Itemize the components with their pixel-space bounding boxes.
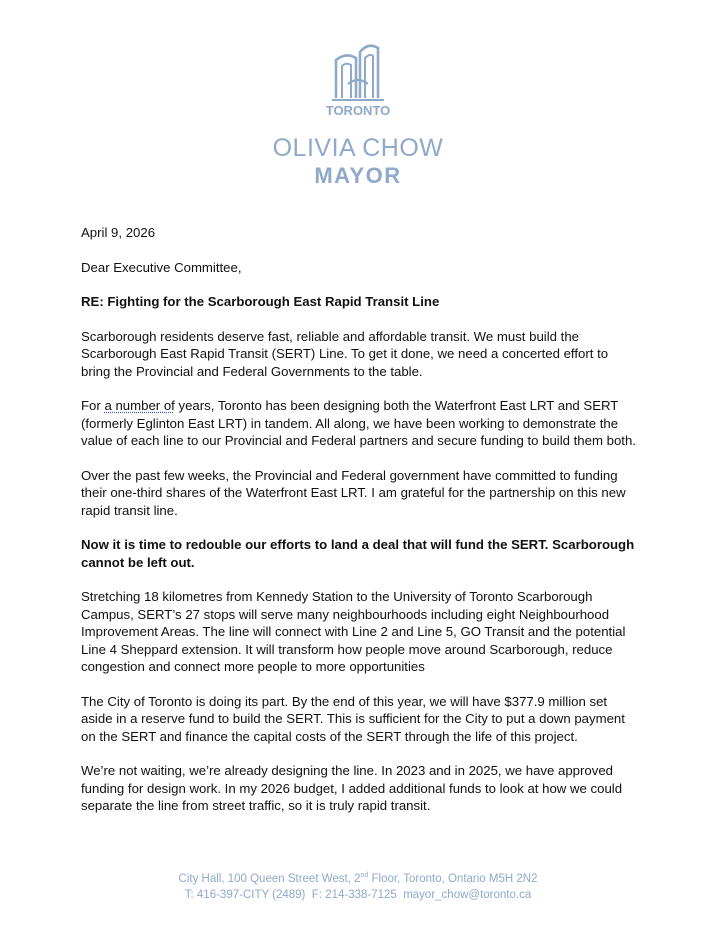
footer-address: City Hall, 100 Queen Street West, 2nd Floor, Toronto, Ontario M5H 2N2	[178, 872, 538, 885]
paragraph-1: Scarborough residents deserve fast, reliable and affordable transit. We must build the Scarborough East Rapid Transit (SERT) Line. To get it done, we need a concerted effort to bring the Provincial and Federal Governments to the table.	[81, 328, 609, 379]
svg-text:TORONTO: TORONTO	[326, 103, 390, 118]
letter-subject: RE: Fighting for the Scarborough East Rapid Transit Line	[81, 294, 440, 309]
paragraph-3: Over the past few weeks, the Provincial and Federal government have committed to funding their one-third shares of the Waterfront East LRT. I am grateful for the partnership on this new rapid transit line.	[81, 467, 626, 518]
footer-email: mayor_chow@toronto.ca	[403, 888, 532, 901]
paragraph-2-rest: years, Toronto has been designing both the Waterfront East LRT and SERT (formerly Eglinton East LRT) in tandem. All along, we have been working to demonstrate the value of each line to our Provincial and Federal partners and secure funding to build them both.	[81, 398, 636, 448]
paragraph-6: The City of Toronto is doing its part. By the end of this year, we will have $377.9 million set aside in a reserve fund to build the SERT. This is sufficient for the City to put a down payment on the SERT and finance the capital costs of the SERT through the life of this project.	[81, 693, 625, 744]
letter-salutation: Dear Executive Committee,	[81, 259, 242, 275]
letter-date: April 9, 2026	[81, 225, 156, 240]
paragraph-2-start: For	[81, 398, 105, 413]
footer-fax: F: 214-338-7125	[311, 888, 397, 901]
footer-phone: T: 416-397-CITY (2489)	[184, 888, 306, 901]
mayor-title: MAYOR	[314, 163, 402, 188]
mayor-name: OLIVIA CHOW	[272, 134, 444, 162]
grammar-flagged-phrase[interactable]: a number of	[104, 398, 175, 413]
letter-footer	[0, 868, 716, 903]
paragraph-5: Stretching 18 kilometres from Kennedy Station to the University of Toronto Scarborough Campus, SERT’s 27 stops will serve many neighbourhoods including eight Neighbourhood Improvement Areas. The line will connect with Line 2 and Line 5, GO Transit and the potential Line 4 Sheppard extension. It will transform how people move around Scarborough, reduce congestion and connect more people to more opportunities	[81, 589, 626, 674]
letter-body	[81, 224, 641, 832]
paragraph-2	[81, 397, 641, 450]
paragraph-4-bold: Now it is time to redouble our efforts to land a deal that will fund the SERT. Scarborough cannot be left out.	[81, 537, 635, 570]
paragraph-7: We’re not waiting, we’re already designing the line. In 2023 and in 2025, we have approved funding for design work. In my 2026 budget, I added additional funds to look at how we could separate the line from street traffic, so it is truly rapid transit.	[81, 763, 623, 813]
letterhead	[0, 38, 716, 190]
footer-contact	[0, 887, 716, 903]
toronto-city-hall-logo	[326, 38, 390, 120]
